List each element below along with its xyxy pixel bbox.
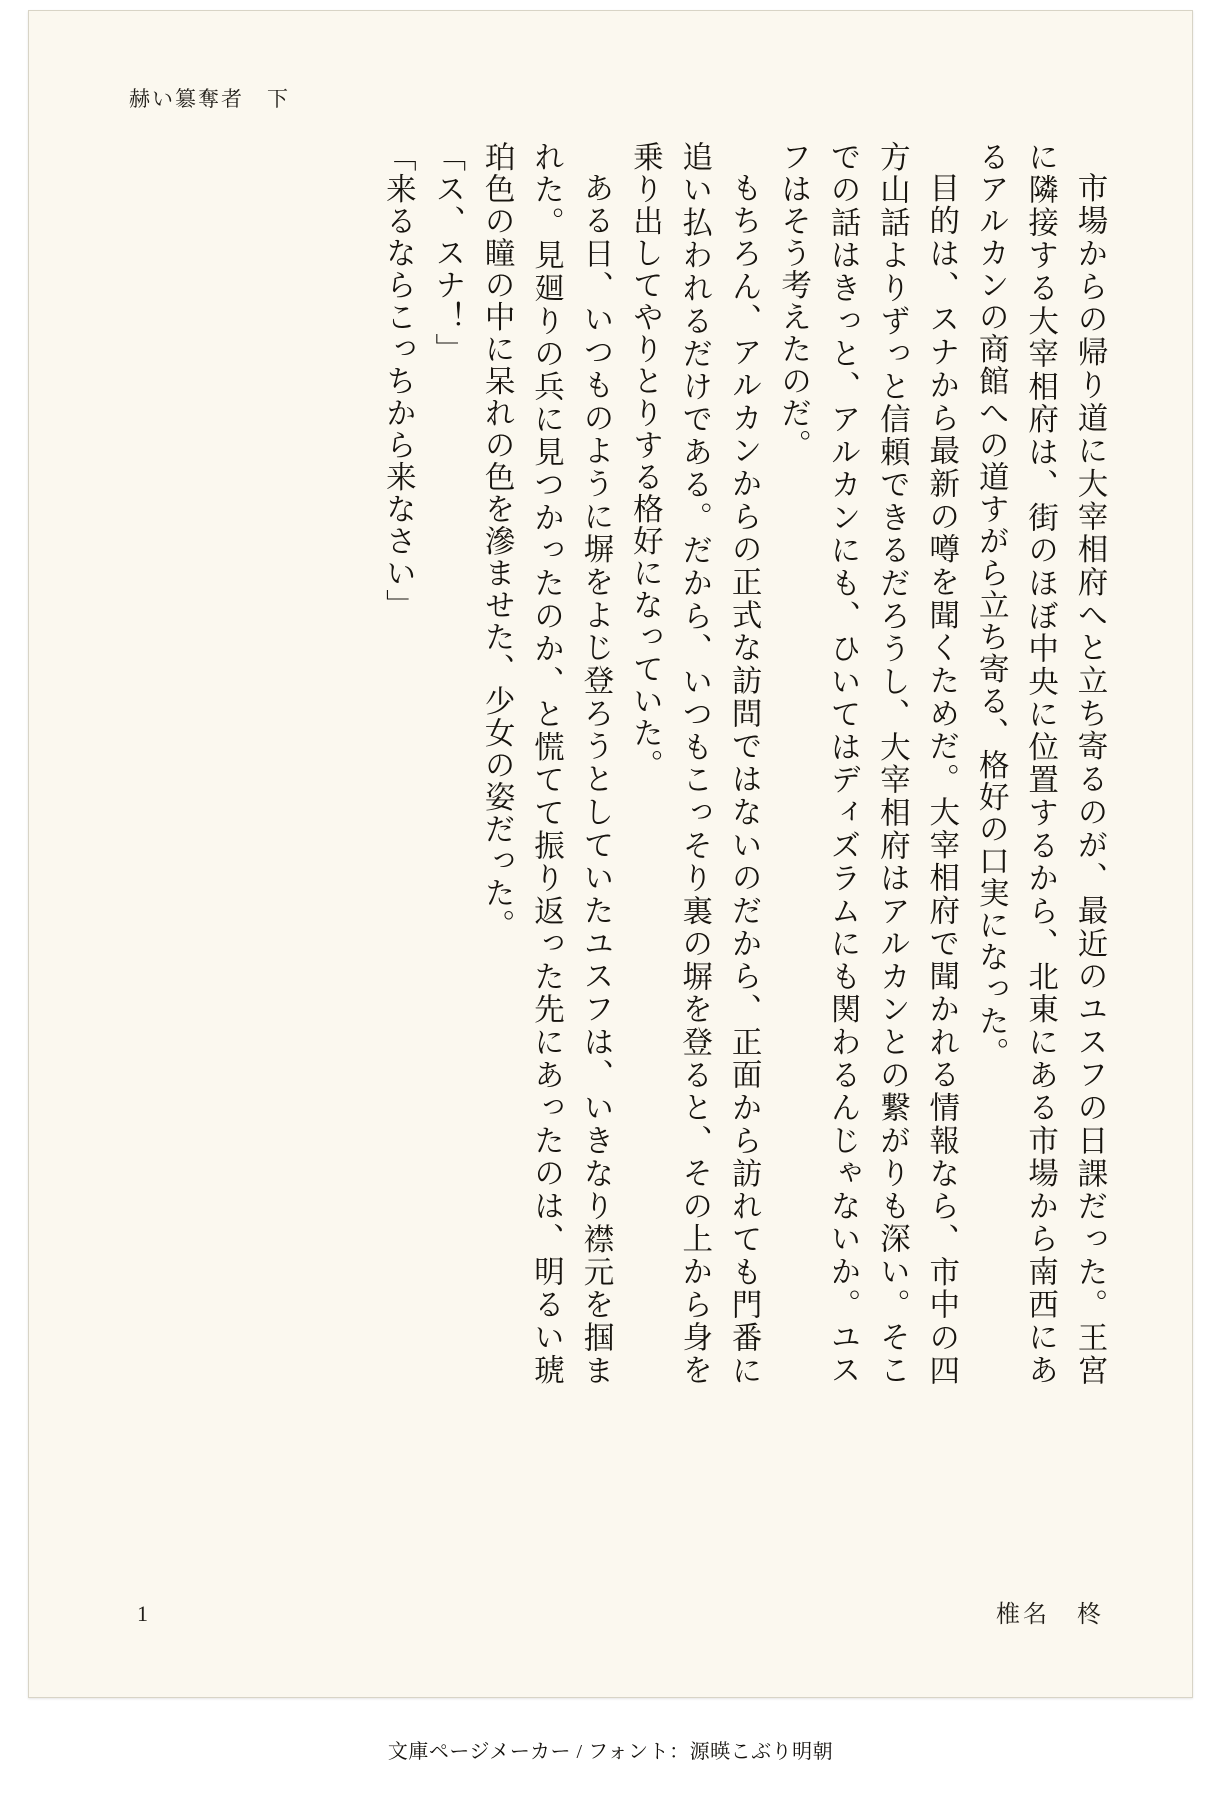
paragraph: 市場からの帰り道に大宰相府へと立ち寄るのが、最近のユスフの日課だった。王宮に隣接する大宰相府は、街のほぼ中央に位置するから、北東にある市場から南西にあるアルカンの商館への道すがら立ち寄る、格好の口実になった。 bbox=[974, 141, 1107, 1386]
paragraph-dialogue: 「来るならこっちから来なさい」 bbox=[381, 141, 416, 621]
running-head-title: 赫い簒奪者 下 bbox=[129, 87, 290, 111]
vertical-body-text bbox=[234, 141, 1114, 1386]
page-number: 1 bbox=[137, 1601, 148, 1626]
paragraph: 目的は、スナから最新の噂を聞くためだ。大宰相府で聞かれる情報なら、市中の四方山話よりずっと信頼できるだろうし、大宰相府はアルカンとの繋がりも深い。そこでの話はきっと、アルカンにも、ひいてはディズラムにも関わるんじゃないか。ユスフはそう考えたのだ。 bbox=[776, 141, 959, 1386]
credit-line: 文庫ページメーカー / フォント：源暎こぶり明朝 bbox=[387, 1741, 834, 1763]
paragraph: もちろん、アルカンからの正式な訪問ではないのだから、正面から訪れても門番に追い払われるだけである。だから、いつもこっそり裏の塀を登ると、その上から身を乗り出してやりとりする格好になっていた。 bbox=[628, 141, 762, 1386]
author-name: 椎名 柊 bbox=[996, 1602, 1104, 1628]
paragraph-dialogue: 「ス、スナ！」 bbox=[430, 141, 465, 365]
paragraph: ある日、いつものように塀をよじ登ろうとしていたユスフは、いきなり襟元を掴まれた。見廻りの兵に見つかったのか、と慌てて振り返った先にあったのは、明るい琥珀色の瞳の中に呆れの色を滲ませた、少女の姿だった。 bbox=[480, 141, 613, 1386]
book-page-sheet bbox=[28, 10, 1193, 1698]
